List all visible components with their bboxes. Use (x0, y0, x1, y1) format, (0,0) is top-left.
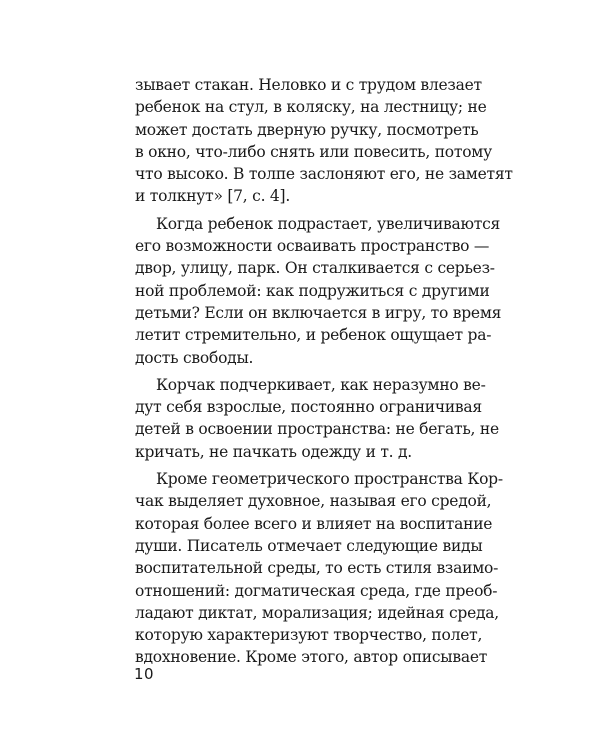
text-line: Кроме геометрического пространства Кор- (156, 470, 503, 489)
text-line: которую характеризуют творчество, полет, (135, 626, 483, 645)
text-line: Корчак подчеркивает, как неразумно ве- (156, 375, 486, 394)
text-line: летит стремительно, и ребенок ощущает ра- (135, 326, 492, 345)
text-line: ной проблемой: как подружиться с другими (135, 281, 490, 300)
text-line: ладают диктат, морализация; идейная среда, (135, 603, 499, 622)
text-line: души. Писатель отмечает следующие виды (135, 536, 483, 555)
text-line: которая более всего и влияет на воспитание (135, 514, 493, 533)
text-line: Когда ребенок подрастает, увеличиваются (156, 214, 501, 233)
text-line: в окно, что-либо снять или повесить, потому (135, 142, 492, 161)
body-text (135, 74, 513, 669)
text-line: чак выделяет духовное, называя его средой, (135, 492, 492, 511)
text-line: и толкнут» [7, с. 4]. (135, 187, 291, 206)
text-line: воспитательной среды, то есть стиля взаимо- (135, 559, 499, 578)
paragraph (135, 213, 502, 369)
paragraph (135, 374, 499, 463)
text-line: кричать, не пачкать одежду и т. д. (135, 442, 412, 461)
text-line: детей в освоении пространства: не бегать, не (135, 420, 499, 439)
text-line: дут себя взрослые, постоянно ограничивая (135, 398, 482, 417)
text-line: двор, улицу, парк. Он сталкивается с серьез- (135, 259, 495, 278)
text-line: его возможности осваивать пространство — (135, 237, 490, 256)
text-line: зывает стакан. Неловко и с трудом влезает (135, 76, 482, 94)
text-line: вдохновение. Кроме этого, автор описывает (135, 648, 488, 667)
text-line: что высоко. В толпе заслоняют его, не заметят (135, 165, 513, 184)
paragraph (135, 74, 513, 208)
text-line: ребенок на стул, в коляску, на лестницу; не (135, 98, 487, 117)
text-line: может достать дверную ручку, посмотреть (135, 120, 479, 139)
paragraph (135, 468, 503, 669)
text-line: отношений: догматическая среда, где преоб- (135, 581, 498, 600)
text-line: детьми? Если он включается в игру, то время (135, 303, 502, 322)
text-line: дость свободы. (135, 348, 254, 367)
page-number: 10 (134, 665, 155, 683)
